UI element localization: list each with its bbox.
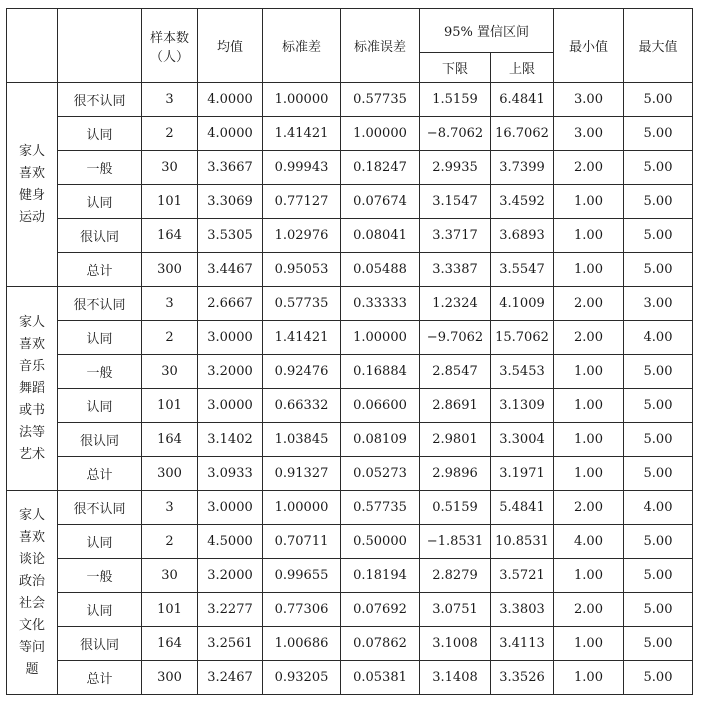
cell-ci-low: 0.5159: [420, 491, 491, 525]
table-row: [7, 253, 693, 287]
cell-sd: 0.95053: [263, 253, 341, 287]
cell-ci-low: −8.7062: [420, 117, 491, 151]
cell-mean: 3.2561: [198, 627, 263, 661]
header-sd: 标准差: [263, 9, 341, 83]
cell-sd: 1.02976: [263, 219, 341, 253]
cell-category: 一般: [58, 355, 142, 389]
cell-n: 2: [142, 321, 198, 355]
table-row: [7, 457, 693, 491]
cell-category: 认同: [58, 525, 142, 559]
cell-mean: 4.0000: [198, 83, 263, 117]
table-row: [7, 423, 693, 457]
table-row: [7, 355, 693, 389]
cell-max: 5.00: [624, 593, 693, 627]
cell-se: 0.18247: [341, 151, 420, 185]
cell-min: 1.00: [554, 253, 624, 287]
cell-max: 5.00: [624, 253, 693, 287]
header-max: 最大值: [624, 9, 693, 83]
cell-min: 3.00: [554, 117, 624, 151]
header-n-line1: 样本数: [149, 30, 189, 46]
cell-mean: 3.2467: [198, 661, 263, 695]
cell-sd: 1.00000: [263, 83, 341, 117]
cell-category: 认同: [58, 593, 142, 627]
cell-mean: 3.2000: [198, 355, 263, 389]
cell-max: 4.00: [624, 321, 693, 355]
cell-category: 认同: [58, 185, 142, 219]
cell-ci-low: −9.7062: [420, 321, 491, 355]
cell-n: 300: [142, 457, 198, 491]
cell-ci-high: 3.1309: [491, 389, 554, 423]
header-corner-category: [58, 9, 142, 83]
table-row: [7, 185, 693, 219]
header-min: 最小值: [554, 9, 624, 83]
cell-category: 很不认同: [58, 287, 142, 321]
cell-max: 5.00: [624, 355, 693, 389]
cell-se: 0.57735: [341, 83, 420, 117]
cell-ci-low: 2.8691: [420, 389, 491, 423]
cell-category: 总计: [58, 661, 142, 695]
cell-mean: 3.3667: [198, 151, 263, 185]
cell-ci-high: 3.3004: [491, 423, 554, 457]
table-row: [7, 83, 693, 117]
cell-se: 0.50000: [341, 525, 420, 559]
cell-sd: 0.93205: [263, 661, 341, 695]
cell-min: 2.00: [554, 593, 624, 627]
cell-se: 0.05273: [341, 457, 420, 491]
cell-sd: 0.91327: [263, 457, 341, 491]
cell-ci-high: 3.5721: [491, 559, 554, 593]
cell-se: 0.18194: [341, 559, 420, 593]
header-ci-low: 下限: [420, 53, 491, 83]
table-row: [7, 491, 693, 525]
cell-max: 5.00: [624, 389, 693, 423]
cell-n: 164: [142, 219, 198, 253]
cell-se: 0.05381: [341, 661, 420, 695]
cell-ci-high: 3.5547: [491, 253, 554, 287]
cell-se: 0.07674: [341, 185, 420, 219]
header-n-line2: （人）: [149, 49, 189, 65]
cell-min: 1.00: [554, 423, 624, 457]
cell-mean: 3.0000: [198, 389, 263, 423]
cell-mean: 3.1402: [198, 423, 263, 457]
cell-ci-low: 1.5159: [420, 83, 491, 117]
cell-se: 1.00000: [341, 321, 420, 355]
cell-n: 101: [142, 593, 198, 627]
group-label-cell: [7, 83, 58, 287]
table-row: [7, 559, 693, 593]
cell-ci-low: 3.0751: [420, 593, 491, 627]
cell-ci-low: 3.1547: [420, 185, 491, 219]
cell-se: 0.16884: [341, 355, 420, 389]
cell-max: 5.00: [624, 219, 693, 253]
cell-category: 很认同: [58, 423, 142, 457]
cell-sd: 0.99943: [263, 151, 341, 185]
cell-mean: 3.2000: [198, 559, 263, 593]
descriptive-stats-table: [6, 8, 693, 695]
header-corner-group: [7, 9, 58, 83]
cell-se: 0.08041: [341, 219, 420, 253]
cell-sd: 1.00000: [263, 491, 341, 525]
cell-se: 1.00000: [341, 117, 420, 151]
cell-min: 2.00: [554, 151, 624, 185]
cell-category: 认同: [58, 321, 142, 355]
header-mean: 均值: [198, 9, 263, 83]
cell-category: 总计: [58, 457, 142, 491]
cell-sd: 0.77306: [263, 593, 341, 627]
cell-category: 总计: [58, 253, 142, 287]
cell-category: 一般: [58, 151, 142, 185]
cell-ci-low: 2.9896: [420, 457, 491, 491]
cell-mean: 3.5305: [198, 219, 263, 253]
cell-category: 很认同: [58, 219, 142, 253]
cell-sd: 0.77127: [263, 185, 341, 219]
cell-mean: 2.6667: [198, 287, 263, 321]
cell-se: 0.05488: [341, 253, 420, 287]
cell-ci-high: 3.7399: [491, 151, 554, 185]
cell-n: 101: [142, 185, 198, 219]
cell-se: 0.06600: [341, 389, 420, 423]
cell-ci-high: 3.1971: [491, 457, 554, 491]
table-row: [7, 661, 693, 695]
cell-ci-high: 5.4841: [491, 491, 554, 525]
cell-mean: 3.3069: [198, 185, 263, 219]
cell-ci-low: 3.3717: [420, 219, 491, 253]
cell-max: 5.00: [624, 457, 693, 491]
cell-sd: 1.41421: [263, 117, 341, 151]
cell-n: 164: [142, 627, 198, 661]
table-row: [7, 151, 693, 185]
cell-ci-high: 3.4113: [491, 627, 554, 661]
cell-mean: 3.0933: [198, 457, 263, 491]
cell-max: 5.00: [624, 525, 693, 559]
cell-mean: 4.5000: [198, 525, 263, 559]
cell-min: 1.00: [554, 457, 624, 491]
group-label-cell: [7, 287, 58, 491]
cell-ci-low: 2.9801: [420, 423, 491, 457]
cell-n: 2: [142, 117, 198, 151]
cell-se: 0.57735: [341, 491, 420, 525]
cell-mean: 4.0000: [198, 117, 263, 151]
cell-ci-high: 16.7062: [491, 117, 554, 151]
cell-sd: 0.66332: [263, 389, 341, 423]
cell-min: 3.00: [554, 83, 624, 117]
table-body: [7, 83, 693, 695]
cell-n: 30: [142, 151, 198, 185]
cell-ci-high: 3.4592: [491, 185, 554, 219]
cell-sd: 0.70711: [263, 525, 341, 559]
table-row: [7, 593, 693, 627]
cell-category: 很不认同: [58, 83, 142, 117]
cell-ci-low: 2.9935: [420, 151, 491, 185]
cell-ci-low: 3.3387: [420, 253, 491, 287]
cell-mean: 3.4467: [198, 253, 263, 287]
cell-n: 300: [142, 661, 198, 695]
cell-min: 4.00: [554, 525, 624, 559]
cell-n: 300: [142, 253, 198, 287]
cell-n: 3: [142, 287, 198, 321]
cell-sd: 0.99655: [263, 559, 341, 593]
table-row: [7, 389, 693, 423]
header-ci-high: 上限: [491, 53, 554, 83]
cell-min: 1.00: [554, 185, 624, 219]
cell-n: 3: [142, 83, 198, 117]
cell-min: 1.00: [554, 355, 624, 389]
cell-ci-high: 3.3526: [491, 661, 554, 695]
cell-n: 30: [142, 355, 198, 389]
cell-ci-low: 2.8547: [420, 355, 491, 389]
cell-sd: 1.41421: [263, 321, 341, 355]
table-row: [7, 219, 693, 253]
group-label: 家人喜欢音乐舞蹈或书法等艺术: [18, 314, 45, 462]
cell-n: 164: [142, 423, 198, 457]
cell-max: 3.00: [624, 287, 693, 321]
cell-min: 2.00: [554, 287, 624, 321]
cell-se: 0.07862: [341, 627, 420, 661]
header-n: [142, 9, 198, 83]
group-label: 家人喜欢谈论政治社会文化等问题: [18, 507, 45, 677]
cell-ci-high: 3.5453: [491, 355, 554, 389]
table-row: [7, 525, 693, 559]
cell-mean: 3.2277: [198, 593, 263, 627]
cell-max: 5.00: [624, 627, 693, 661]
cell-ci-low: 3.1008: [420, 627, 491, 661]
cell-ci-low: 2.8279: [420, 559, 491, 593]
header-ci: 95% 置信区间: [420, 9, 554, 53]
cell-min: 1.00: [554, 661, 624, 695]
cell-ci-high: 10.8531: [491, 525, 554, 559]
cell-max: 5.00: [624, 151, 693, 185]
cell-n: 101: [142, 389, 198, 423]
cell-sd: 0.92476: [263, 355, 341, 389]
cell-ci-low: 3.1408: [420, 661, 491, 695]
cell-min: 1.00: [554, 389, 624, 423]
cell-se: 0.07692: [341, 593, 420, 627]
cell-se: 0.08109: [341, 423, 420, 457]
cell-ci-high: 3.3803: [491, 593, 554, 627]
cell-category: 很认同: [58, 627, 142, 661]
cell-n: 2: [142, 525, 198, 559]
cell-min: 1.00: [554, 627, 624, 661]
cell-n: 30: [142, 559, 198, 593]
cell-mean: 3.0000: [198, 491, 263, 525]
cell-min: 2.00: [554, 321, 624, 355]
cell-ci-low: 1.2324: [420, 287, 491, 321]
cell-ci-high: 3.6893: [491, 219, 554, 253]
cell-ci-low: −1.8531: [420, 525, 491, 559]
table-row: [7, 627, 693, 661]
table-row: [7, 321, 693, 355]
cell-max: 5.00: [624, 117, 693, 151]
group-label: 家人喜欢健身运动: [18, 143, 45, 225]
cell-mean: 3.0000: [198, 321, 263, 355]
cell-category: 很不认同: [58, 491, 142, 525]
header-se: 标准误差: [341, 9, 420, 83]
cell-sd: 1.00686: [263, 627, 341, 661]
cell-max: 4.00: [624, 491, 693, 525]
cell-ci-high: 4.1009: [491, 287, 554, 321]
group-label-cell: [7, 491, 58, 695]
cell-sd: 0.57735: [263, 287, 341, 321]
cell-ci-high: 6.4841: [491, 83, 554, 117]
cell-min: 1.00: [554, 559, 624, 593]
cell-max: 5.00: [624, 559, 693, 593]
cell-n: 3: [142, 491, 198, 525]
cell-category: 认同: [58, 389, 142, 423]
header-row-1: [7, 9, 693, 53]
table-row: [7, 117, 693, 151]
cell-max: 5.00: [624, 83, 693, 117]
cell-min: 2.00: [554, 491, 624, 525]
cell-max: 5.00: [624, 661, 693, 695]
cell-max: 5.00: [624, 423, 693, 457]
cell-min: 1.00: [554, 219, 624, 253]
cell-sd: 1.03845: [263, 423, 341, 457]
table-row: [7, 287, 693, 321]
cell-max: 5.00: [624, 185, 693, 219]
cell-ci-high: 15.7062: [491, 321, 554, 355]
cell-category: 一般: [58, 559, 142, 593]
cell-category: 认同: [58, 117, 142, 151]
cell-se: 0.33333: [341, 287, 420, 321]
